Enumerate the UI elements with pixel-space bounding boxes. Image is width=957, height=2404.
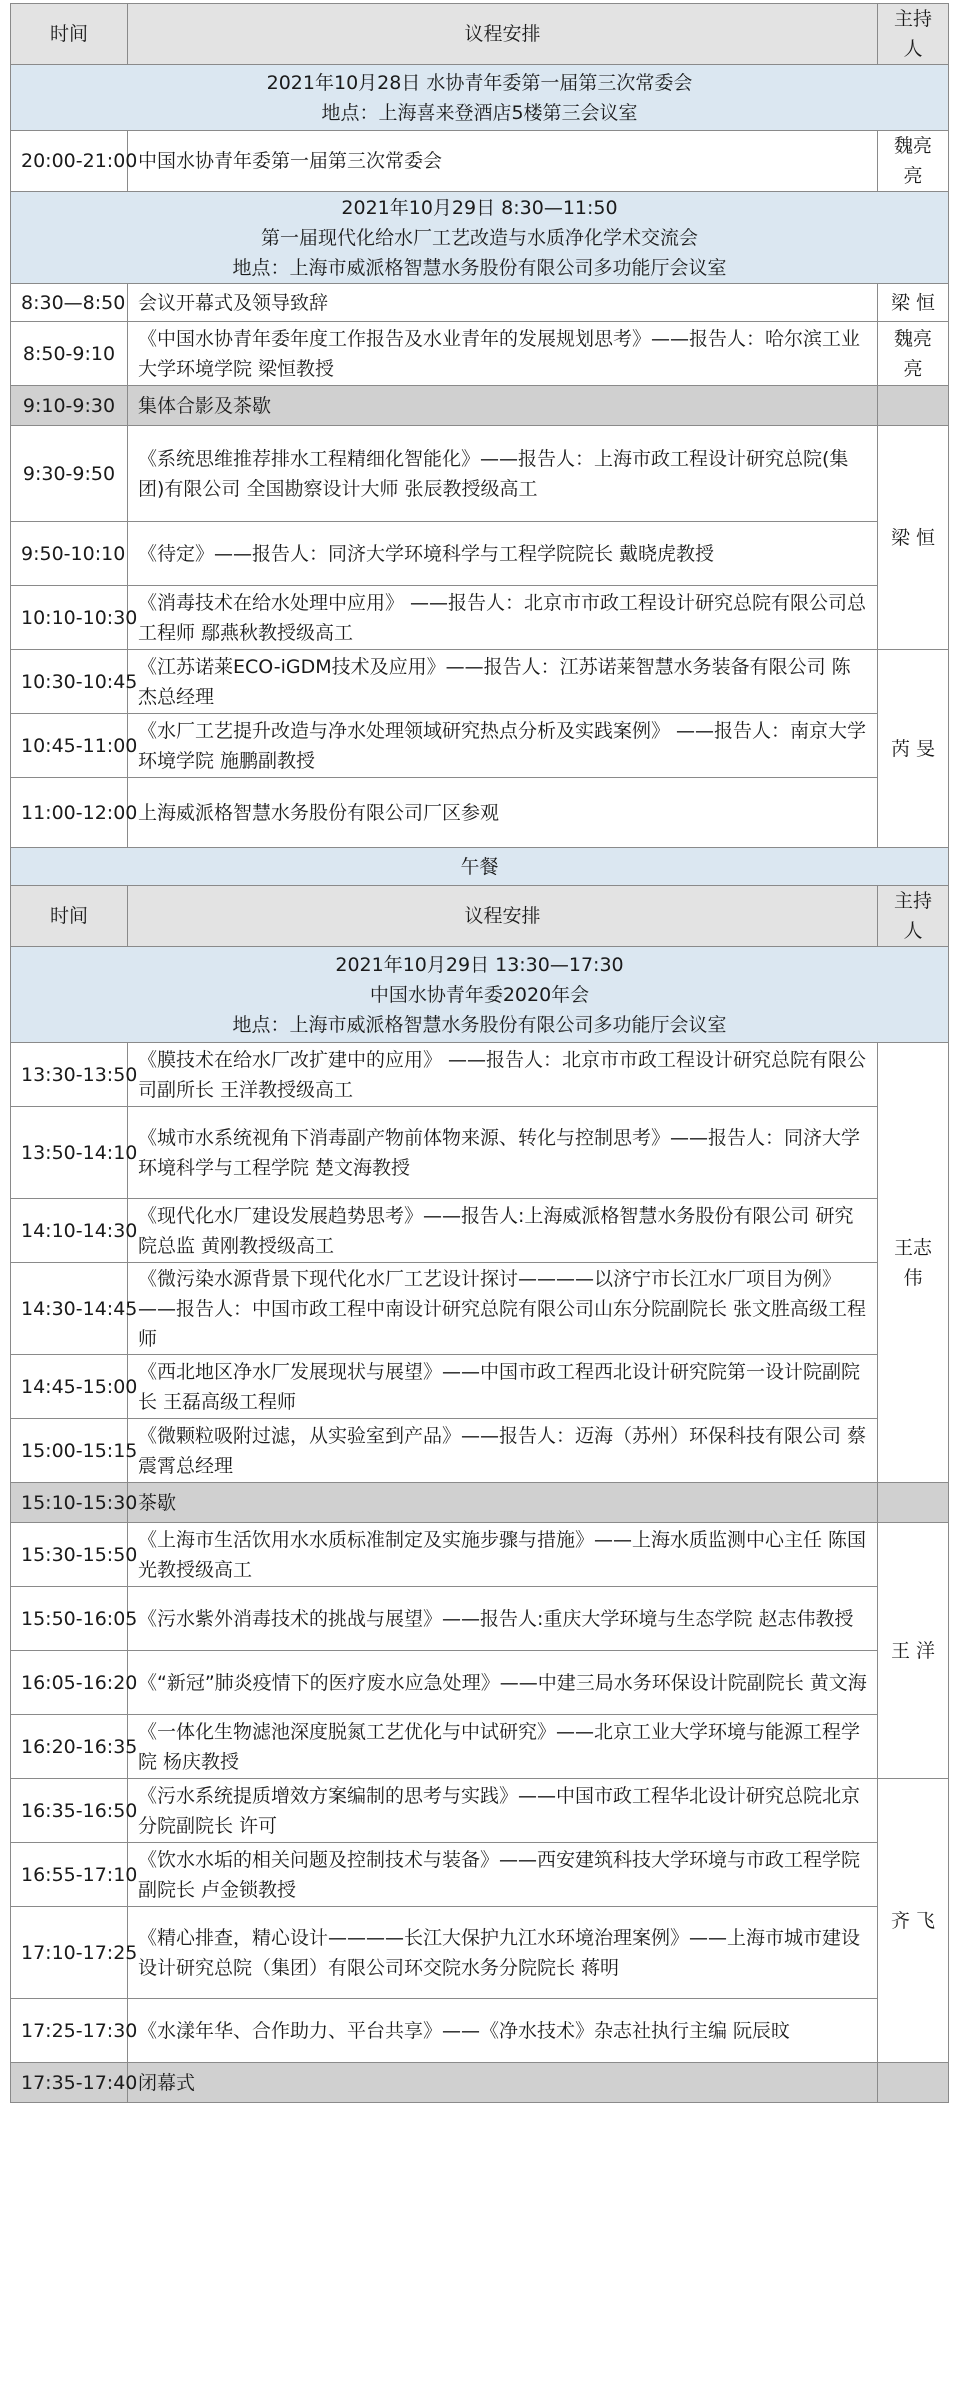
agenda-row bbox=[11, 1263, 949, 1355]
agenda-row bbox=[11, 586, 949, 650]
agenda-program: 《微污染水源背景下现代化水厂工艺设计探讨————以济宁市长江水厂项目为例》——报告人：中国市政工程中南设计研究总院有限公司山东分院副院长 张文胜高级工程师 bbox=[128, 1263, 878, 1355]
agenda-time: 13:50-14:10 bbox=[11, 1107, 128, 1199]
header-row bbox=[11, 886, 949, 947]
agenda-host: 梁 恒 bbox=[878, 426, 949, 650]
agenda-row bbox=[11, 1355, 949, 1419]
agenda-row bbox=[11, 426, 949, 522]
agenda-program: 《江苏诺莱ECO-iGDM技术及应用》——报告人：江苏诺莱智慧水务装备有限公司 陈杰总经理 bbox=[128, 650, 878, 714]
agenda-program: 《污水紫外消毒技术的挑战与展望》——报告人:重庆大学环境与生态学院 赵志伟教授 bbox=[128, 1587, 878, 1651]
agenda-time: 15:50-16:05 bbox=[11, 1587, 128, 1651]
session-venue-line: 地点：上海喜来登酒店5楼第三会议室 bbox=[321, 101, 638, 124]
agenda-program: 集体合影及茶歇 bbox=[128, 386, 878, 426]
agenda-row bbox=[11, 650, 949, 714]
agenda-row bbox=[11, 522, 949, 586]
header-row bbox=[11, 4, 949, 65]
session-date-line: 2021年10月29日 13:30—17:30 bbox=[335, 953, 624, 976]
agenda-row bbox=[11, 1587, 949, 1651]
agenda-time: 9:30-9:50 bbox=[11, 426, 128, 522]
session-date-line: 2021年10月29日 8:30—11:50 bbox=[341, 196, 618, 219]
session-venue-line: 地点：上海市威派格智慧水务股份有限公司多功能厅会议室 bbox=[232, 1013, 727, 1036]
agenda-program: 《“新冠”肺炎疫情下的医疗废水应急处理》——中建三局水务环保设计院副院长 黄文海 bbox=[128, 1651, 878, 1715]
agenda-row bbox=[11, 284, 949, 322]
agenda-host: 王志伟 bbox=[878, 1043, 949, 1483]
agenda-row bbox=[11, 1715, 949, 1779]
agenda-time: 20:00-21:00 bbox=[11, 131, 128, 192]
agenda-time: 10:45-11:00 bbox=[11, 714, 128, 778]
session-band bbox=[11, 65, 949, 131]
agenda-host: 齐 飞 bbox=[878, 1779, 949, 2063]
agenda-time: 11:00-12:00 bbox=[11, 778, 128, 848]
agenda-row bbox=[11, 1523, 949, 1587]
agenda-row bbox=[11, 322, 949, 386]
agenda-time: 9:50-10:10 bbox=[11, 522, 128, 586]
agenda-time: 16:05-16:20 bbox=[11, 1651, 128, 1715]
agenda-row bbox=[11, 1907, 949, 1999]
agenda-time: 15:30-15:50 bbox=[11, 1523, 128, 1587]
agenda-host: 王 洋 bbox=[878, 1523, 949, 1779]
agenda-row bbox=[11, 1651, 949, 1715]
agenda-program: 《饮水水垢的相关问题及控制技术与装备》——西安建筑科技大学环境与市政工程学院副院长 卢金锁教授 bbox=[128, 1843, 878, 1907]
agenda-time: 9:10-9:30 bbox=[11, 386, 128, 426]
agenda-time: 15:10-15:30 bbox=[11, 1483, 128, 1523]
agenda-time: 15:00-15:15 bbox=[11, 1419, 128, 1483]
agenda-time: 16:35-16:50 bbox=[11, 1779, 128, 1843]
session-venue-line: 地点：上海市威派格智慧水务股份有限公司多功能厅会议室 bbox=[232, 256, 727, 279]
agenda-time: 8:30—8:50 bbox=[11, 284, 128, 322]
agenda-time: 14:10-14:30 bbox=[11, 1199, 128, 1263]
agenda-row bbox=[11, 1043, 949, 1107]
session-title-line: 第一届现代化给水厂工艺改造与水质净化学术交流会 bbox=[260, 226, 698, 249]
agenda-program: 《现代化水厂建设发展趋势思考》——报告人:上海威派格智慧水务股份有限公司 研究院总监 黄刚教授级高工 bbox=[128, 1199, 878, 1263]
agenda-break-row bbox=[11, 386, 949, 426]
agenda-program: 《一体化生物滤池深度脱氮工艺优化与中试研究》——北京工业大学环境与能源工程学院 杨庆教授 bbox=[128, 1715, 878, 1779]
agenda-row bbox=[11, 1107, 949, 1199]
header-host: 主持人 bbox=[878, 886, 949, 947]
agenda-host: 魏亮亮 bbox=[878, 322, 949, 386]
header-time: 时间 bbox=[11, 4, 128, 65]
agenda-program: 上海威派格智慧水务股份有限公司厂区参观 bbox=[128, 778, 878, 848]
agenda-row bbox=[11, 714, 949, 778]
agenda-table bbox=[10, 3, 949, 2103]
agenda-program: 茶歇 bbox=[128, 1483, 878, 1523]
agenda-time: 14:45-15:00 bbox=[11, 1355, 128, 1419]
agenda-host-empty bbox=[878, 1483, 949, 1523]
agenda-host: 梁 恒 bbox=[878, 284, 949, 322]
agenda-row bbox=[11, 1419, 949, 1483]
agenda-program: 《水漾年华、合作助力、平台共享》——《净水技术》杂志社执行主编 阮辰旼 bbox=[128, 1999, 878, 2063]
agenda-time: 16:20-16:35 bbox=[11, 1715, 128, 1779]
agenda-row bbox=[11, 131, 949, 192]
agenda-program: 《中国水协青年委年度工作报告及水业青年的发展规划思考》——报告人：哈尔滨工业大学环境学院 梁恒教授 bbox=[128, 322, 878, 386]
header-program: 议程安排 bbox=[128, 4, 878, 65]
agenda-program: 《消毒技术在给水处理中应用》 ——报告人：北京市市政工程设计研究总院有限公司总工程师 鄢燕秋教授级高工 bbox=[128, 586, 878, 650]
agenda-row bbox=[11, 1843, 949, 1907]
agenda-program: 中国水协青年委第一届第三次常委会 bbox=[128, 131, 878, 192]
agenda-host-empty bbox=[878, 2063, 949, 2103]
agenda-time: 10:30-10:45 bbox=[11, 650, 128, 714]
session-1-info bbox=[11, 65, 949, 131]
agenda-program: 《微颗粒吸附过滤，从实验室到产品》——报告人：迈海（苏州）环保科技有限公司 蔡震霄总经理 bbox=[128, 1419, 878, 1483]
session-date-line: 2021年10月28日 水协青年委第一届第三次常委会 bbox=[266, 71, 693, 94]
agenda-program: 《上海市生活饮用水水质标准制定及实施步骤与措施》——上海水质监测中心主任 陈国光教授级高工 bbox=[128, 1523, 878, 1587]
session-title-line: 中国水协青年委2020年会 bbox=[369, 983, 590, 1006]
agenda-time: 10:10-10:30 bbox=[11, 586, 128, 650]
agenda-program: 《西北地区净水厂发展现状与展望》——中国市政工程西北设计研究院第一设计院副院长 王磊高级工程师 bbox=[128, 1355, 878, 1419]
agenda-time: 14:30-14:45 bbox=[11, 1263, 128, 1355]
agenda-time: 17:25-17:30 bbox=[11, 1999, 128, 2063]
agenda-time: 8:50-9:10 bbox=[11, 322, 128, 386]
agenda-time: 17:10-17:25 bbox=[11, 1907, 128, 1999]
agenda-break-row bbox=[11, 1483, 949, 1523]
agenda-time: 17:35-17:40 bbox=[11, 2063, 128, 2103]
header-program: 议程安排 bbox=[128, 886, 878, 947]
agenda-time: 16:55-17:10 bbox=[11, 1843, 128, 1907]
agenda-program: 《精心排查，精心设计————长江大保护九江水环境治理案例》——上海市城市建设设计研究总院（集团）有限公司环交院水务分院院长 蒋明 bbox=[128, 1907, 878, 1999]
agenda-host: 魏亮亮 bbox=[878, 131, 949, 192]
agenda-program: 会议开幕式及领导致辞 bbox=[128, 284, 878, 322]
agenda-program: 《污水系统提质增效方案编制的思考与实践》——中国市政工程华北设计研究总院北京分院副院长 许可 bbox=[128, 1779, 878, 1843]
agenda-host-empty bbox=[878, 386, 949, 426]
agenda-program: 《膜技术在给水厂改扩建中的应用》 ——报告人：北京市市政工程设计研究总院有限公司副所长 王洋教授级高工 bbox=[128, 1043, 878, 1107]
header-host: 主持人 bbox=[878, 4, 949, 65]
agenda-row bbox=[11, 778, 949, 848]
session-band bbox=[11, 192, 949, 284]
session-band bbox=[11, 947, 949, 1043]
agenda-row bbox=[11, 1199, 949, 1263]
agenda-host: 芮 旻 bbox=[878, 650, 949, 848]
agenda-row bbox=[11, 1999, 949, 2063]
lunch-label: 午餐 bbox=[11, 848, 949, 886]
agenda-time: 13:30-13:50 bbox=[11, 1043, 128, 1107]
agenda-program: 《系统思维推荐排水工程精细化智能化》——报告人：上海市政工程设计研究总院(集团)有限公司 全国勘察设计大师 张辰教授级高工 bbox=[128, 426, 878, 522]
session-3-info bbox=[11, 947, 949, 1043]
session-2-info bbox=[11, 192, 949, 284]
agenda-program: 《待定》——报告人：同济大学环境科学与工程学院院长 戴晓虎教授 bbox=[128, 522, 878, 586]
agenda-program: 闭幕式 bbox=[128, 2063, 878, 2103]
agenda-program: 《城市水系统视角下消毒副产物前体物来源、转化与控制思考》——报告人：同济大学环境科学与工程学院 楚文海教授 bbox=[128, 1107, 878, 1199]
agenda-row bbox=[11, 1779, 949, 1843]
agenda-closing-row bbox=[11, 2063, 949, 2103]
lunch-row bbox=[11, 848, 949, 886]
agenda-program: 《水厂工艺提升改造与净水处理领域研究热点分析及实践案例》 ——报告人：南京大学环境学院 施鹏副教授 bbox=[128, 714, 878, 778]
header-time: 时间 bbox=[11, 886, 128, 947]
